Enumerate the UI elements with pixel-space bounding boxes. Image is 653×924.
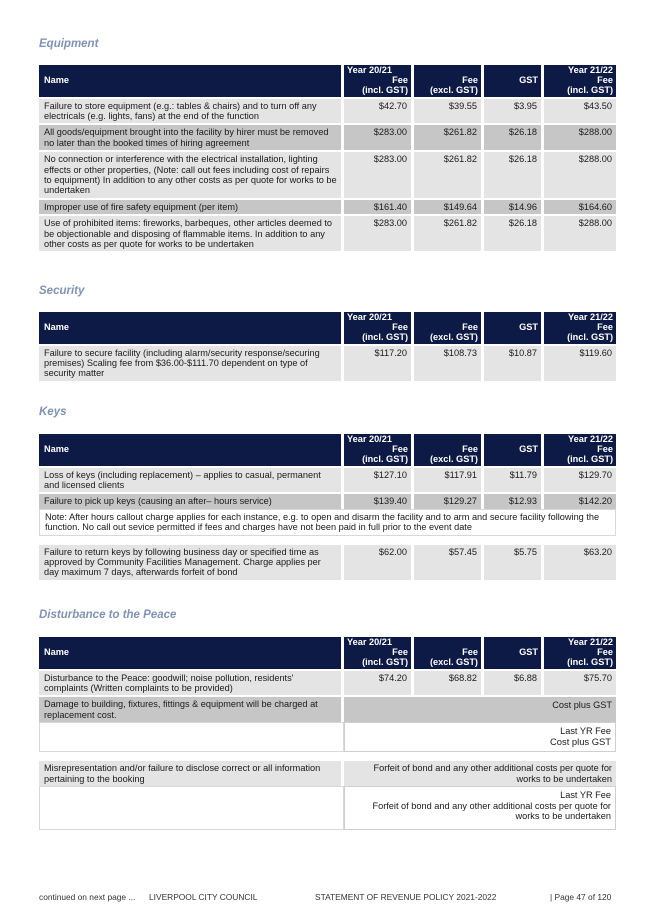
footer-council: LIVERPOOL CITY COUNCIL [149, 892, 258, 902]
row-excl-fee: $261.82 [414, 123, 484, 150]
note-row [39, 509, 616, 536]
table-row [39, 492, 616, 508]
header-excl-fee: Fee (excl. GST) [414, 65, 484, 97]
footer-continued: continued on next page ... [39, 892, 136, 902]
row-excl-fee: $261.82 [414, 150, 484, 198]
table-row [39, 344, 616, 381]
table-row [39, 97, 616, 124]
keys-table [39, 434, 616, 580]
header-prev-fee: Year 20/21 Fee (incl. GST) [344, 65, 414, 97]
table-row [39, 150, 616, 198]
row-gst: $5.75 [484, 543, 544, 580]
row-incl-fee: $142.20 [544, 492, 616, 508]
header-prev-fee: Year 20/21 Fee (incl. GST) [344, 312, 414, 344]
table-row [39, 123, 616, 150]
row-fee-text: Forfeit of bond and any other additional costs per quote for works to be undertaken [344, 759, 616, 786]
row-name: Damage to building, fixtures, fittings & equipment will be charged at replacement cost. [39, 695, 344, 722]
row-prev-fee: $283.00 [344, 123, 414, 150]
row-prev-fee: $283.00 [344, 214, 414, 251]
row-name: No connection or interference with the electrical installation, lighting effects or other properties, (Note: call out fees including cost of repairs to equipment) In addition to any other costs as per quote for works to be undertaken [39, 150, 344, 198]
row-excl-fee: $39.55 [414, 97, 484, 124]
row-gst: $3.95 [484, 97, 544, 124]
header-gst: GST [484, 65, 544, 97]
table-header [39, 65, 616, 97]
header-excl-fee: Fee (excl. GST) [414, 312, 484, 344]
header-gst: GST [484, 434, 544, 466]
row-name: Use of prohibited items: fireworks, barbeques, other articles deemed to be objectionable and disposing of flammable items. In addition to any other costs as per quote for works to be undertaken [39, 214, 344, 251]
row-incl-fee: $288.00 [544, 123, 616, 150]
header-next-fee: Year 21/22 Fee (incl. GST) [544, 637, 616, 669]
row-prev-fee: $42.70 [344, 97, 414, 124]
row-gst: $10.87 [484, 344, 544, 381]
row-excl-fee: $129.27 [414, 492, 484, 508]
header-next-fee: Year 21/22 Fee (incl. GST) [544, 312, 616, 344]
header-gst: GST [484, 312, 544, 344]
table-row [39, 198, 616, 214]
header-excl-fee: Fee (excl. GST) [414, 637, 484, 669]
last-year-value: Forfeit of bond and any other additional costs per quote for works to be undertaken [372, 800, 611, 822]
row-prev-fee: $62.00 [344, 543, 414, 580]
row-name: Failure to pick up keys (causing an after– hours service) [39, 492, 344, 508]
empty-cell [39, 722, 344, 752]
row-name: Failure to return keys by following business day or specified time as approved by Community Facilities Management. Charge applies per day maximum 7 days, afterwards forfeit of bond [39, 543, 344, 580]
header-name: Name [39, 312, 344, 344]
table-row [39, 543, 616, 580]
row-prev-fee: $127.10 [344, 466, 414, 493]
disturbance-table [39, 637, 616, 830]
row-incl-fee: $63.20 [544, 543, 616, 580]
security-table [39, 312, 616, 381]
header-name: Name [39, 637, 344, 669]
row-prev-fee: $117.20 [344, 344, 414, 381]
row-name: Disturbance to the Peace: goodwill; noise pollution, residents' complaints (Written complaints to be provided) [39, 669, 344, 696]
table-header [39, 434, 616, 466]
row-name: Failure to store equipment (e.g.: tables & chairs) and to turn off any electricals (e.g. lights, fans) at the end of the function [39, 97, 344, 124]
table-row [39, 759, 616, 786]
section-title-equipment: Equipment [39, 38, 99, 50]
table-row [39, 695, 616, 722]
header-name: Name [39, 65, 344, 97]
row-name: All goods/equipment brought into the facility by hirer must be removed no later than the booked times of hiring agreement [39, 123, 344, 150]
row-name: Improper use of fire safety equipment (per item) [39, 198, 344, 214]
last-year-fee [344, 722, 616, 752]
table-row [39, 669, 616, 696]
row-prev-fee: $283.00 [344, 150, 414, 198]
row-gst: $26.18 [484, 214, 544, 251]
row-excl-fee: $108.73 [414, 344, 484, 381]
row-prev-fee: $74.20 [344, 669, 414, 696]
row-incl-fee: $164.60 [544, 198, 616, 214]
table-row [39, 722, 616, 752]
row-incl-fee: $288.00 [544, 150, 616, 198]
row-prev-fee: $161.40 [344, 198, 414, 214]
table-header [39, 637, 616, 669]
row-gst: $14.96 [484, 198, 544, 214]
row-incl-fee: $288.00 [544, 214, 616, 251]
section-title-keys: Keys [39, 406, 67, 418]
row-excl-fee: $117.91 [414, 466, 484, 493]
table-row [39, 214, 616, 251]
row-gst: $11.79 [484, 466, 544, 493]
row-incl-fee: $119.60 [544, 344, 616, 381]
header-next-fee: Year 21/22 Fee (incl. GST) [544, 434, 616, 466]
row-incl-fee: $75.70 [544, 669, 616, 696]
row-name: Misrepresentation and/or failure to disclose correct or all information pertaining to the booking [39, 759, 344, 786]
row-name: Failure to secure facility (including alarm/security response/securing premises) Scaling fee from $36.00-$111.70 dependent on type of security matter [39, 344, 344, 381]
header-prev-fee: Year 20/21 Fee (incl. GST) [344, 434, 414, 466]
table-row [39, 466, 616, 493]
row-incl-fee: $43.50 [544, 97, 616, 124]
header-name: Name [39, 434, 344, 466]
table-header [39, 312, 616, 344]
last-year-label: Last YR Fee [560, 726, 611, 737]
section-title-disturbance: Disturbance to the Peace [39, 609, 177, 621]
header-next-fee: Year 21/22 Fee (incl. GST) [544, 65, 616, 97]
row-excl-fee: $149.64 [414, 198, 484, 214]
row-gst: $12.93 [484, 492, 544, 508]
empty-cell [39, 786, 344, 830]
header-prev-fee: Year 20/21 Fee (incl. GST) [344, 637, 414, 669]
row-gst: $6.88 [484, 669, 544, 696]
keys-note: Note: After hours callout charge applies for each instance, e.g. to open and disarm the facility and to arm and secure facility following the function. No call out sevice permitted if fees and charges have not been paid in full prior to the event date [39, 509, 616, 536]
row-gst: $26.18 [484, 150, 544, 198]
row-excl-fee: $261.82 [414, 214, 484, 251]
row-gst: $26.18 [484, 123, 544, 150]
header-excl-fee: Fee (excl. GST) [414, 434, 484, 466]
row-name: Loss of keys (including replacement) – applies to casual, permanent and licensed clients [39, 466, 344, 493]
footer-page-number: | Page 47 of 120 [550, 892, 612, 902]
footer-statement: STATEMENT OF REVENUE POLICY 2021-2022 [315, 892, 497, 902]
row-prev-fee: $139.40 [344, 492, 414, 508]
last-year-fee [344, 786, 616, 830]
last-year-value: Cost plus GST [550, 735, 611, 747]
row-fee-text: Cost plus GST [344, 695, 616, 722]
equipment-table [39, 65, 616, 251]
section-title-security: Security [39, 285, 85, 297]
last-year-label: Last YR Fee [560, 790, 611, 801]
table-row [39, 786, 616, 830]
row-incl-fee: $129.70 [544, 466, 616, 493]
row-excl-fee: $57.45 [414, 543, 484, 580]
header-gst: GST [484, 637, 544, 669]
row-excl-fee: $68.82 [414, 669, 484, 696]
